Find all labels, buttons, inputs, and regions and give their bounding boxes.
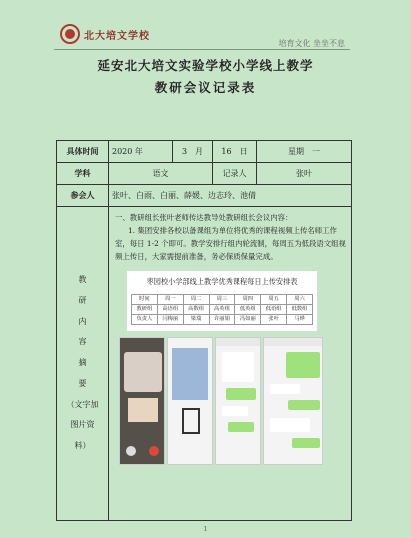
attendees-row	[57, 185, 352, 207]
schedule-cell: 低英组	[235, 305, 261, 315]
schedule-row	[132, 315, 313, 325]
attendees-value: 张叶、白雨、白丽、薛媛、边志玲、池倩	[109, 185, 352, 207]
time-day: 16 日	[213, 141, 257, 163]
summary-label-char: 容	[78, 337, 87, 347]
time-weekday: 星期 一	[257, 141, 352, 163]
school-seal-icon	[60, 24, 80, 44]
schedule-cell: 时间	[132, 295, 158, 305]
schedule-cell: 周二	[183, 295, 209, 305]
summary-label-char: 图片资	[70, 420, 95, 430]
schedule-title: 枣园校小学部线上教学优秀课程每日上传安排表	[146, 277, 298, 286]
character-card-screenshot	[167, 337, 213, 465]
subject-label: 学科	[57, 163, 109, 185]
schedule-cell: 张叶	[261, 315, 287, 325]
schedule-cell: 负责人	[132, 315, 158, 325]
meeting-record-table	[56, 140, 352, 521]
document-header	[0, 0, 411, 55]
screenshot-strip	[119, 337, 347, 465]
video-call-screenshot	[119, 337, 165, 465]
summary-item-2: 1. 集团安排各校以备课组为单位将优秀的课程视频上传名师工作室，每日 1-2 个即可。教学安排行组内轮流制，每周五为低段语文组视频上传日，大家需提前准备，务必保质保量完成。	[115, 226, 346, 261]
time-year: 2020 年	[109, 141, 173, 163]
summary-item-1: 一、教研组长张叶老师传达教导处教研组长会议内容：	[115, 213, 293, 222]
schedule-cell: 高语组	[157, 305, 183, 315]
summary-label-char: 内	[78, 316, 87, 326]
header-divider	[54, 49, 350, 50]
subject-row	[57, 163, 352, 185]
schedule-cell: 闫梅丽	[157, 315, 183, 325]
page-number: 1	[203, 526, 208, 533]
summary-label-char: 要	[78, 378, 87, 388]
summary-row	[57, 207, 352, 521]
chat-screenshot	[215, 337, 261, 465]
summary-label-char: 研	[78, 295, 87, 305]
schedule-cell: 教研组	[132, 305, 158, 315]
document-title: 延安北大培文实验学校小学线上教学	[97, 58, 314, 73]
summary-label-char: 教	[78, 274, 87, 284]
schedule-cell: 周三	[209, 295, 235, 305]
schedule-cell: 周一	[157, 295, 183, 305]
schedule-cell: 周四	[235, 295, 261, 305]
schedule-cell: 低语组	[261, 305, 287, 315]
summary-label-char: （文字加	[66, 399, 99, 409]
schedule-cell: 马烨	[287, 315, 313, 325]
time-row	[57, 141, 352, 163]
schedule-cell: 许丽娟	[209, 315, 235, 325]
recorder-label: 记录人	[213, 163, 257, 185]
school-logo	[60, 24, 150, 44]
schedule-cell: 冯如丽	[235, 315, 261, 325]
schedule-image	[127, 271, 317, 331]
schedule-cell: 高英组	[209, 305, 235, 315]
time-month: 3 月	[173, 141, 213, 163]
logo-text: 北大培文学校	[84, 30, 150, 42]
summary-content	[109, 207, 352, 521]
summary-label-char: 料）	[74, 441, 91, 451]
summary-label-char: 摘	[78, 358, 87, 368]
summary-label	[57, 207, 109, 521]
time-label: 具体时间	[57, 141, 109, 163]
schedule-row	[132, 295, 313, 305]
schedule-cell: 低数组	[287, 305, 313, 315]
schedule-cell: 周五	[261, 295, 287, 305]
schedule-cell: 高数组	[183, 305, 209, 315]
chat-screenshot	[263, 337, 323, 465]
subject-value: 语文	[109, 163, 213, 185]
recorder-value: 张叶	[257, 163, 352, 185]
schedule-cell: 周六	[287, 295, 313, 305]
schedule-table	[131, 294, 313, 325]
attendees-label: 参会人	[57, 185, 109, 207]
schedule-row	[132, 305, 313, 315]
school-motto: 培育文化 坐坐不息	[278, 39, 345, 48]
document-subtitle: 教研会议记录表	[154, 80, 257, 95]
schedule-cell: 梁瑞	[183, 315, 209, 325]
